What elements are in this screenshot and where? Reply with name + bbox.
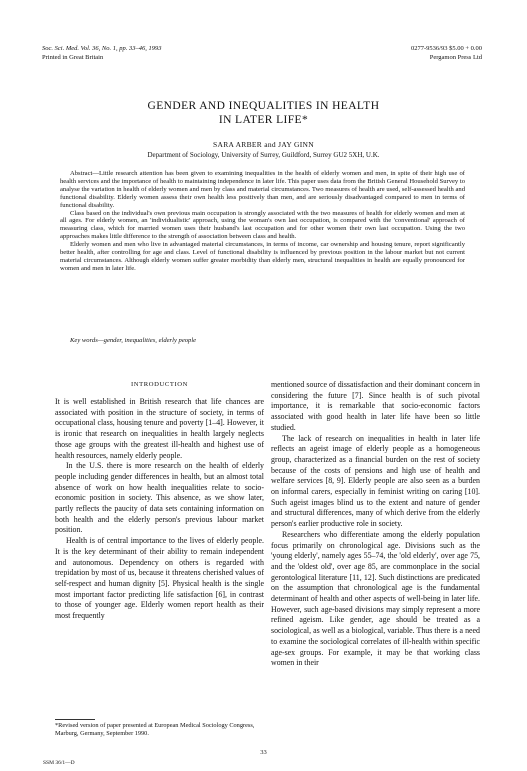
abstract-text-3: Elderly women and men who live in advantaged material circumstances, in terms of income, car ownership and housing tenure, report significantly better health, after controlling for age and class. Level of functional disability is influenced by previous position in the labour market but not current material circumstances. Although elderly women suffer greater morbidity than elderly men, structural inequalities in health are equally pronounced for women and men in later life. <box>60 241 465 272</box>
keywords: Key words—gender, inequalities, elderly people <box>70 337 197 344</box>
abstract-label: Abstract <box>70 170 93 177</box>
paper-title <box>0 99 527 127</box>
footnote: *Revised version of paper presented at European Medical Sociology Congress, Marburg, Germany, September 1990. <box>55 722 255 737</box>
intro-paragraph-1: It is well established in British research that life chances are associated with position in the structure of society, in terms of occupational class, housing tenure and poverty [1–4]. However, it is ironic that research on inequalities in health largely neglects those age groups with the greatest ill-health and highest use of health resources, namely elderly people. <box>55 397 264 460</box>
left-column <box>55 380 264 622</box>
intro-paragraph-3: Health is of central importance to the lives of elderly people. It is the key determinant of their ability to remain independent and autonomous. Dependency on others is regarded with trepidation by most of us, because it threatens cherished values of self-respect and human dignity [5]. Physical health is the single most important factor predicting life satisfaction [6], in contrast to those of younger age. Elderly women report health as their most frequently <box>55 536 264 621</box>
right-column <box>271 380 480 669</box>
affiliation: Department of Sociology, University of Surrey, Guildford, Surrey GU2 5XH, U.K. <box>147 151 380 159</box>
page-number: 33 <box>260 749 267 756</box>
publisher: Pergamon Press Ltd <box>429 53 482 61</box>
abstract-paragraph <box>60 170 465 210</box>
intro-paragraph-2: In the U.S. there is more research on the health of elderly people including gender differences in health, but an almost total absence of work on how health inequalities relate to socio-economic position in society. This absence, as we show later, partly reflects the paucity of data sets containing information on both health and the elderly person's previous labour market position. <box>55 461 264 535</box>
journal-header <box>42 45 162 62</box>
footnote-divider <box>55 719 95 720</box>
publisher-header <box>411 45 482 62</box>
right-paragraph-2: The lack of research on inequalities in health in later life reflects an ageist image of elderly people as a homogeneous group, characterized as a financial burden on the rest of society because of the costs of pensions and high use of health and welfare services [8, 9]. Elderly people are also seen as a burden on informal carers, especially in feminist writing on caring [10]. Such ageist images blind us to the extent and nature of gender and structural differences, many of which derive from the elderly person's earlier productive role in society. <box>271 433 480 529</box>
abstract-text-2: Class based on the individual's own previous main occupation is strongly associated with the two measures of health for elderly women and men at all ages. For elderly women, an 'individualistic' approach, using the woman's own last occupation, is compared with the 'conventional' approach of measuring class, which for married women uses their husband's last occupation and for other women their own last occupation. Using the two approaches makes little difference to the strength of association between class and health. <box>60 209 465 241</box>
title-line-1: GENDER AND INEQUALITIES IN HEALTH <box>147 100 380 112</box>
authors: SARA ARBER and JAY GINN <box>213 140 314 149</box>
section-heading-introduction: INTRODUCTION <box>130 381 188 388</box>
journal-citation: Soc. Sci. Med. Vol. 36, No. 1, pp. 33–46, 1993 <box>42 45 162 52</box>
right-paragraph-3: Researchers who differentiate among the elderly population focus primarily on chronological age. Divisions such as the 'young elderly', namely ages 55–74, the 'old elderly', over age 75, and the 'oldest old', over age 85, are commonplace in the social gerontological literature [11, 12]. Such distinctions are predicated on the assumption that chronological age is the fundamental determinant of health and other aspects of well-being in later life. However, such age-based divisions may simply represent a more refined ageism. Like gender, age should be treated as a sociological, as well as a biological, variable. Thus there is a need to examine the sociological correlates of ill-health within specific age-sex groups. For example, it may be that working class women in their <box>271 529 480 668</box>
printed-in: Printed in Great Britain <box>42 53 104 61</box>
right-paragraph-1: mentioned source of dissatisfaction and their dominant concern in considering the future [7]. Since health is of such pivotal importance, it is remarkable that socio-economic factors associated with good health in later life have been so little studied. <box>271 380 480 432</box>
ssm-code: SSM 36/1—D <box>43 760 75 766</box>
title-line-2: IN LATER LIFE* <box>218 114 309 126</box>
abstract <box>60 170 465 273</box>
issn-code: 0277-9536/93 $5.00 + 0.00 <box>410 45 482 52</box>
abstract-text-1: —Little research attention has been given to examining inequalities in the health of elderly women and men, in spite of their high use of health services and the importance of health to maintaining independence in later life. This paper uses data from the British General Household Survey to analyse the variation in health of elderly women and men by class and material circumstances. Two measures of health are used, self-assessed health and functional disability. Elderly women assess their own health less positively than men, and are seriously disadvantaged compared to men in terms of functional disability. <box>60 170 465 209</box>
